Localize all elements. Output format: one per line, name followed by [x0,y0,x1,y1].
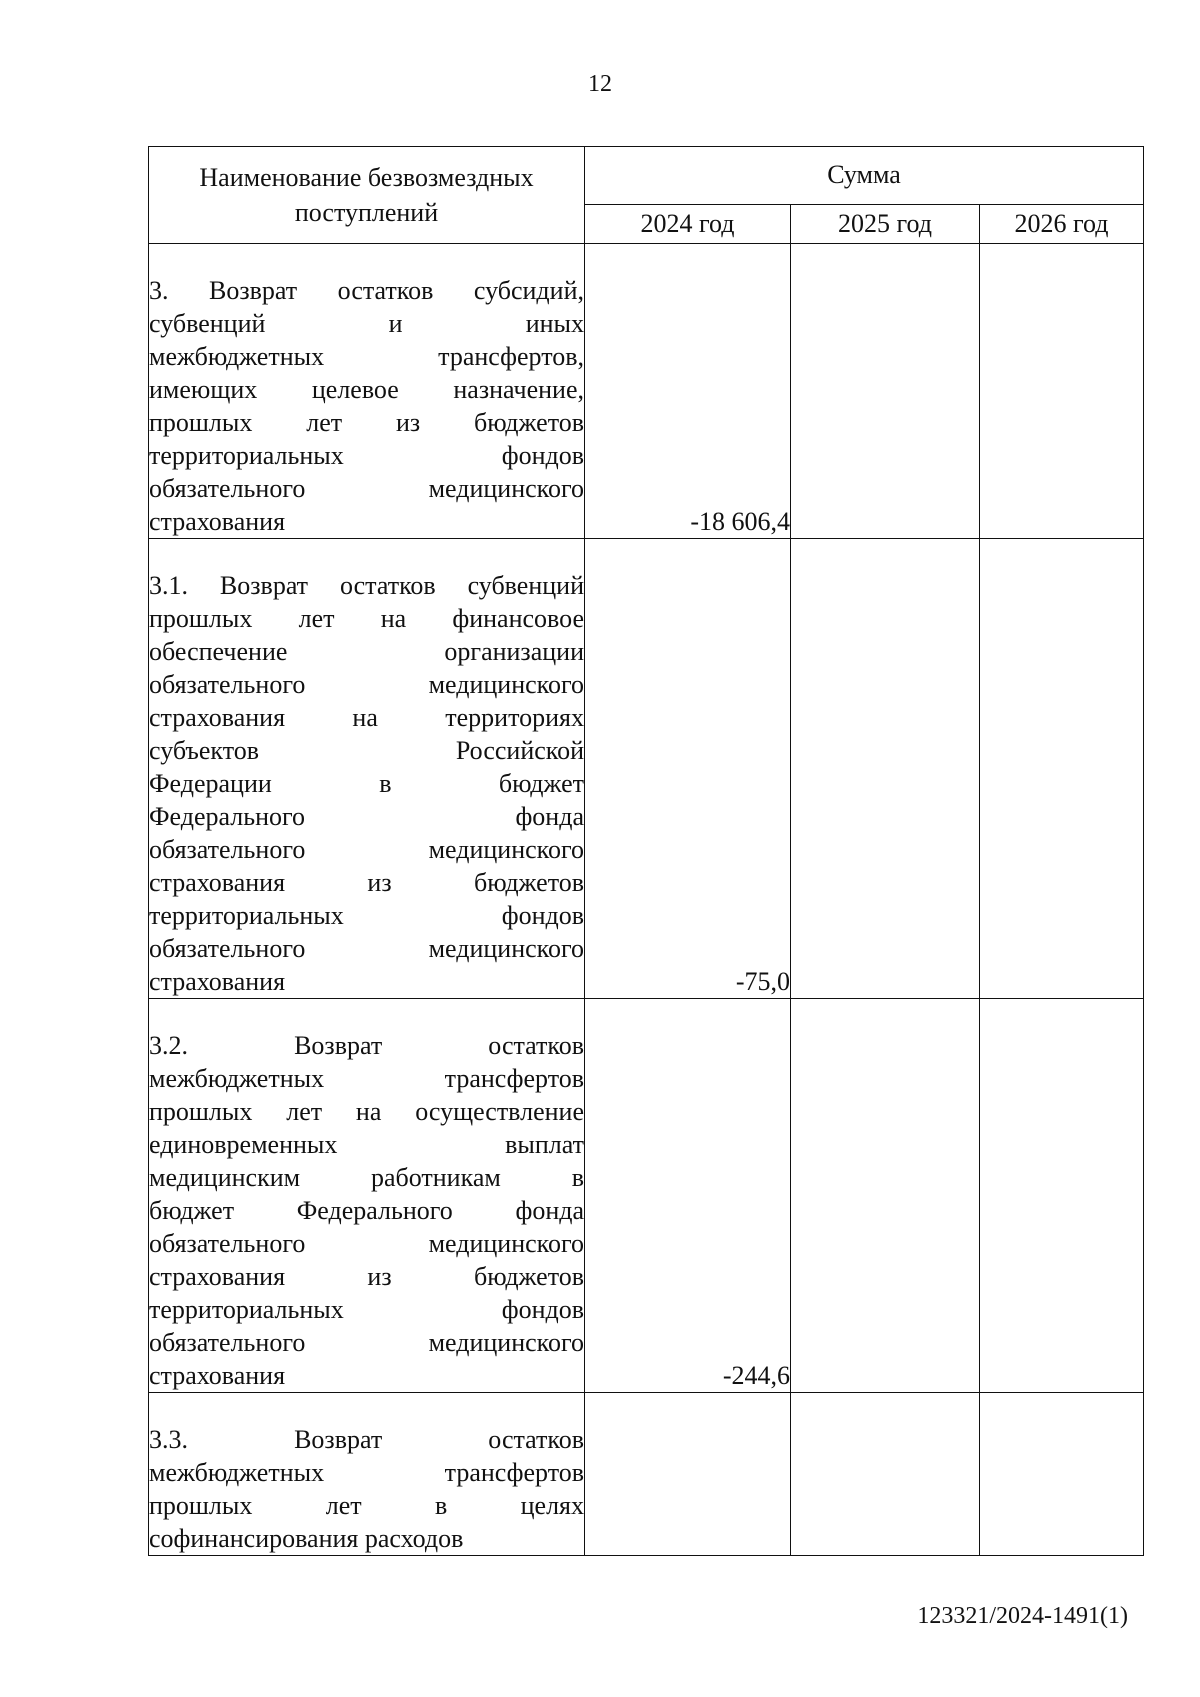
row-name-line: обязательного медицинского [149,474,584,503]
row-name-line: страхования [149,1361,286,1390]
document-code: 123321/2024-1491(1) [917,1603,1128,1629]
row-name-line: обязательного медицинского [149,835,584,864]
row-name-cell [149,999,585,1393]
row-name-line: прошлых лет на финансовое [149,604,584,633]
value-cell-2024: -75,0 [585,539,791,999]
year-header-2025: 2025 год [791,204,980,243]
table-row [149,1393,1144,1556]
year-header-2024: 2024 год [585,204,791,243]
row-name-line: территориальных фондов [149,901,584,930]
row-name-line: страхования из бюджетов [149,868,584,897]
row-name-line: межбюджетных трансфертов [149,1064,584,1093]
revenue-table [148,146,1144,1556]
value-cell-2024: -18 606,4 [585,244,791,539]
year-header-2026: 2026 год [980,204,1144,243]
row-name-cell [149,244,585,539]
value-cell-2026 [980,539,1144,999]
row-name-line: 3.2. Возврат остатков [149,1031,584,1060]
row-name-line: обязательного медицинского [149,1328,584,1357]
row-name-line: Федерального фонда [149,802,584,831]
row-name-line: единовременных выплат [149,1130,584,1159]
value-cell-2025 [791,539,980,999]
row-name-line: субвенций и иных [149,309,584,338]
row-name-line: территориальных фондов [149,441,584,470]
value-cell-2026 [980,999,1144,1393]
row-name-line: бюджет Федерального фонда [149,1196,584,1225]
cell-top-spacer [149,244,584,274]
row-name-line: страхования [149,507,286,536]
table-row [149,999,1144,1393]
row-name-line: 3.1. Возврат остатков субвенций [149,571,584,600]
value-cell-2025 [791,244,980,539]
value-cell-2024: -244,6 [585,999,791,1393]
row-name-line: обязательного медицинского [149,934,584,963]
row-name-line: имеющих целевое назначение, [149,375,584,404]
row-name-line: межбюджетных трансфертов [149,1458,584,1487]
row-name-line: прошлых лет на осуществление [149,1097,584,1126]
row-name-line: медицинским работникам в [149,1163,584,1192]
name-column-header-line: Наименование безвозмездных [199,163,534,192]
row-name-cell [149,1393,585,1556]
page-number: 12 [588,71,612,97]
row-name-line: обязательного медицинского [149,670,584,699]
value-cell-2025 [791,1393,980,1556]
table-body [149,244,1144,1556]
row-name-cell [149,539,585,999]
value-cell-2025 [791,999,980,1393]
row-name-line: 3. Возврат остатков субсидий, [149,276,584,305]
cell-top-spacer [149,1393,584,1423]
table-header [149,147,1144,244]
row-name-line: прошлых лет в целях [149,1491,584,1520]
name-column-header [149,147,585,244]
row-name-line: страхования из бюджетов [149,1262,584,1291]
table-row [149,244,1144,539]
row-name-line: Федерации в бюджет [149,769,584,798]
row-name-line: страхования [149,967,286,996]
table-row [149,539,1144,999]
value-cell-2026 [980,244,1144,539]
sum-column-header: Сумма [585,147,1144,205]
name-column-header-line: поступлений [294,198,439,227]
cell-top-spacer [149,539,584,569]
row-name-line: обязательного медицинского [149,1229,584,1258]
value-cell-2024 [585,1393,791,1556]
row-name-line: территориальных фондов [149,1295,584,1324]
row-name-line: обеспечение организации [149,637,584,666]
row-name-line: 3.3. Возврат остатков [149,1425,584,1454]
row-name-line: межбюджетных трансфертов, [149,342,584,371]
row-name-line: субъектов Российской [149,736,584,765]
row-name-line: софинансирования расходов [149,1524,464,1553]
value-cell-2026 [980,1393,1144,1556]
cell-top-spacer [149,999,584,1029]
row-name-line: страхования на территориях [149,703,584,732]
row-name-line: прошлых лет из бюджетов [149,408,584,437]
